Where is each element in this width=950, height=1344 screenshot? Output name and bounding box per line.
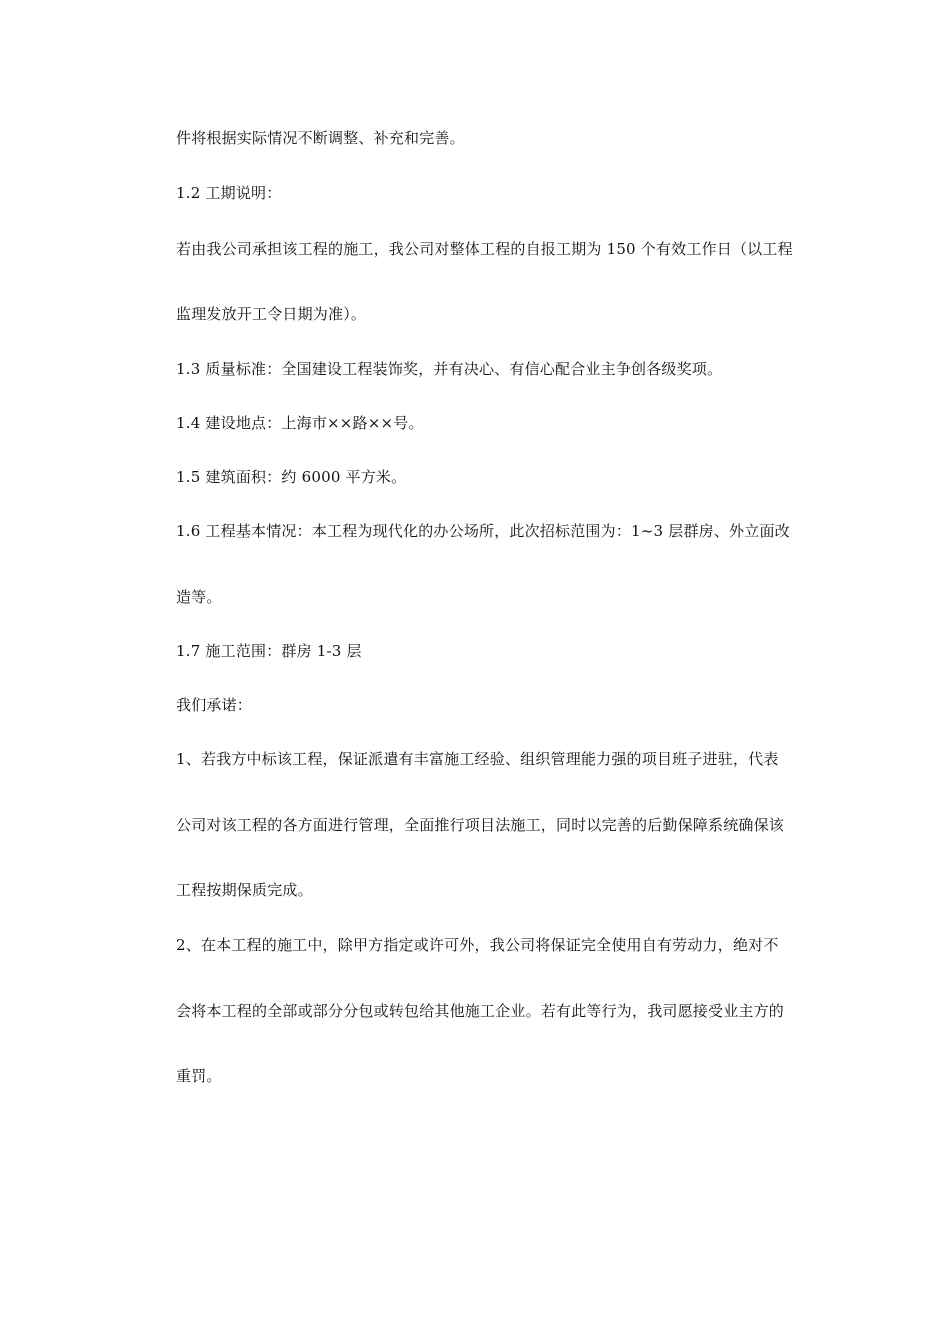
section-line-1-6: 1.6 工程基本情况：本工程为现代化的办公场所，此次招标范围为：1~3 层群房、外立面改 [176,522,790,540]
section-line-1-4: 1.4 建设地点：上海市××路××号。 [176,414,424,432]
section-line-1-7: 1.7 施工范围：群房 1-3 层 [176,642,362,660]
text-line: 件将根据实际情况不断调整、补充和完善。 [176,129,465,147]
text-line: 重罚。 [176,1067,222,1085]
section-heading-1-2: 1.2 工期说明： [176,184,282,202]
text-line: 若由我公司承担该工程的施工，我公司对整体工程的自报工期为 150 个有效工作日（以工程 [176,240,793,258]
text-line: 工程按期保质完成。 [176,881,313,899]
text-line: 公司对该工程的各方面进行管理，全面推行项目法施工，同时以完善的后勤保障系统确保该 [176,816,785,834]
commitment-item-1: 1、若我方中标该工程，保证派遣有丰富施工经验、组织管理能力强的项目班子进驻，代表 [176,750,779,768]
text-line: 监理发放开工令日期为准）。 [176,305,367,323]
text-line: 会将本工程的全部或部分分包或转包给其他施工企业。若有此等行为，我司愿接受业主方的 [176,1002,785,1020]
text-line: 造等。 [176,588,222,606]
commitment-item-2: 2、在本工程的施工中，除甲方指定或许可外，我公司将保证完全使用自有劳动力，绝对不 [176,936,779,954]
section-line-1-3: 1.3 质量标准：全国建设工程装饰奖，并有决心、有信心配合业主争创各级奖项。 [176,360,723,378]
commitment-heading: 我们承诺： [176,696,253,714]
section-line-1-5: 1.5 建筑面积：约 6000 平方米。 [176,468,407,486]
